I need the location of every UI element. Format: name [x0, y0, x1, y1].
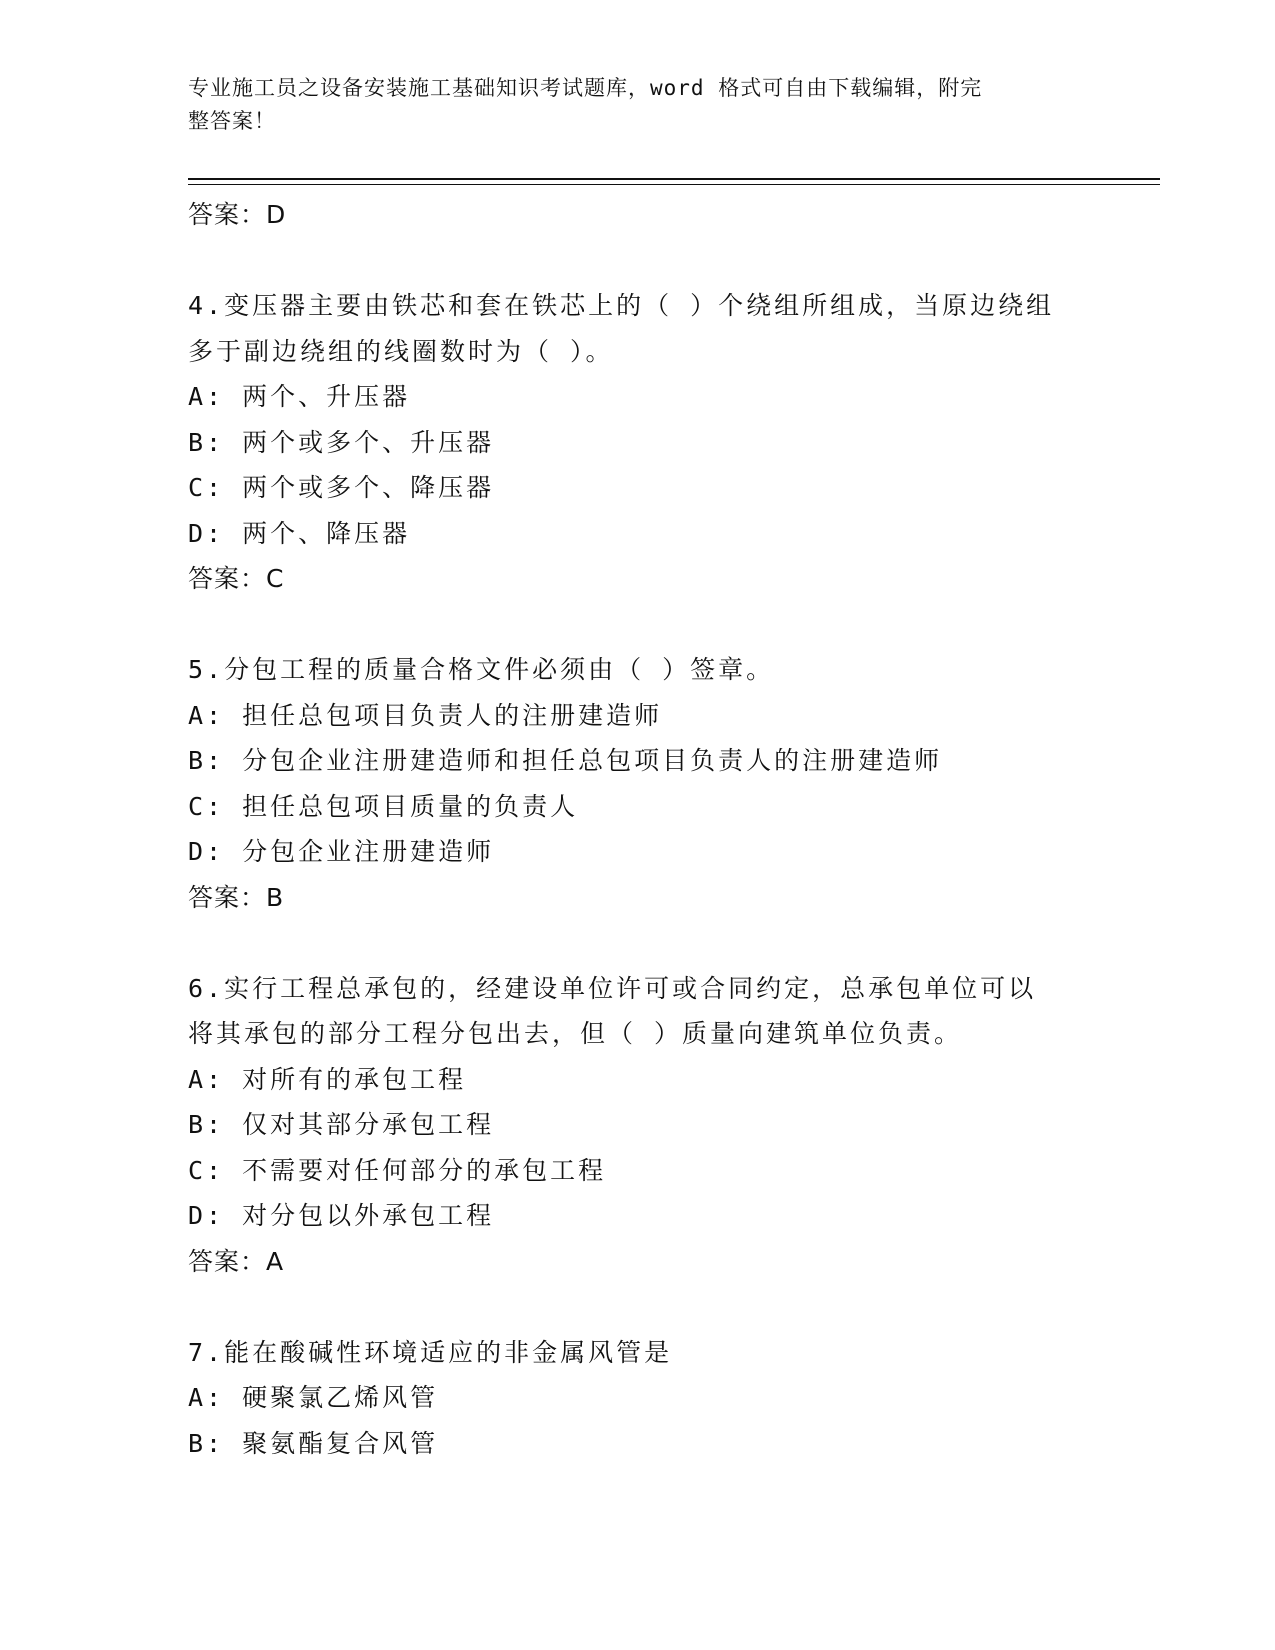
question-4: [188, 283, 1088, 602]
option-d: D: 两个、降压器: [188, 518, 411, 548]
option-a: A: 两个、升压器: [188, 382, 411, 411]
header-rule-thin: [188, 184, 1160, 185]
option-c: C: 两个或多个、降压器: [188, 473, 495, 502]
option-a: A: 担任总包项目负责人的注册建造师: [188, 700, 663, 730]
question-5: [188, 647, 1088, 920]
question-stem: 多于副边绕组的线圈数时为（ ）。: [188, 336, 614, 366]
question-stem: 7.能在酸碱性环境适应的非金属风管是: [188, 1337, 673, 1367]
answer: 答案：A: [188, 1246, 285, 1276]
question-7: [188, 1330, 1088, 1467]
spacer: [188, 238, 1088, 284]
option-d: D: 分包企业注册建造师: [188, 837, 495, 866]
header-rule-thick: [188, 178, 1160, 180]
spacer: [188, 1284, 1088, 1330]
spacer: [188, 602, 1088, 648]
header-line-1: 专业施工员之设备安装施工基础知识考试题库，word 格式可自由下载编辑，附完: [188, 76, 983, 100]
answer: 答案：C: [188, 564, 285, 593]
option-c: C: 不需要对任何部分的承包工程: [188, 1155, 607, 1185]
option-a: A: 硬聚氯乙烯风管: [188, 1383, 439, 1412]
option-b: B: 聚氨酯复合风管: [188, 1428, 439, 1458]
question-stem: 将其承包的部分工程分包出去，但（ ）质量向建筑单位负责。: [188, 1019, 963, 1048]
header-line-2: 整答案！: [188, 109, 276, 133]
option-b: B: 两个或多个、升压器: [188, 427, 495, 457]
option-c: C: 担任总包项目质量的负责人: [188, 791, 579, 821]
answer-q3: 答案：D: [188, 200, 287, 229]
option-b: B: 分包企业注册建造师和担任总包项目负责人的注册建造师: [188, 746, 943, 775]
question-stem: 5.分包工程的质量合格文件必须由（ ）签章。: [188, 655, 775, 684]
document-header: [188, 72, 1068, 138]
question-stem: 4.变压器主要由铁芯和套在铁芯上的（ ）个绕组所组成，当原边绕组: [188, 291, 1055, 320]
spacer: [188, 920, 1088, 966]
answer: 答案：B: [188, 882, 285, 912]
option-b: B: 仅对其部分承包工程: [188, 1110, 495, 1139]
option-d: D: 对分包以外承包工程: [188, 1201, 495, 1230]
question-6: [188, 966, 1088, 1285]
option-a: A: 对所有的承包工程: [188, 1064, 467, 1094]
question-stem: 6.实行工程总承包的，经建设单位许可或合同约定，总承包单位可以: [188, 973, 1037, 1003]
question-list: [188, 192, 1088, 1466]
